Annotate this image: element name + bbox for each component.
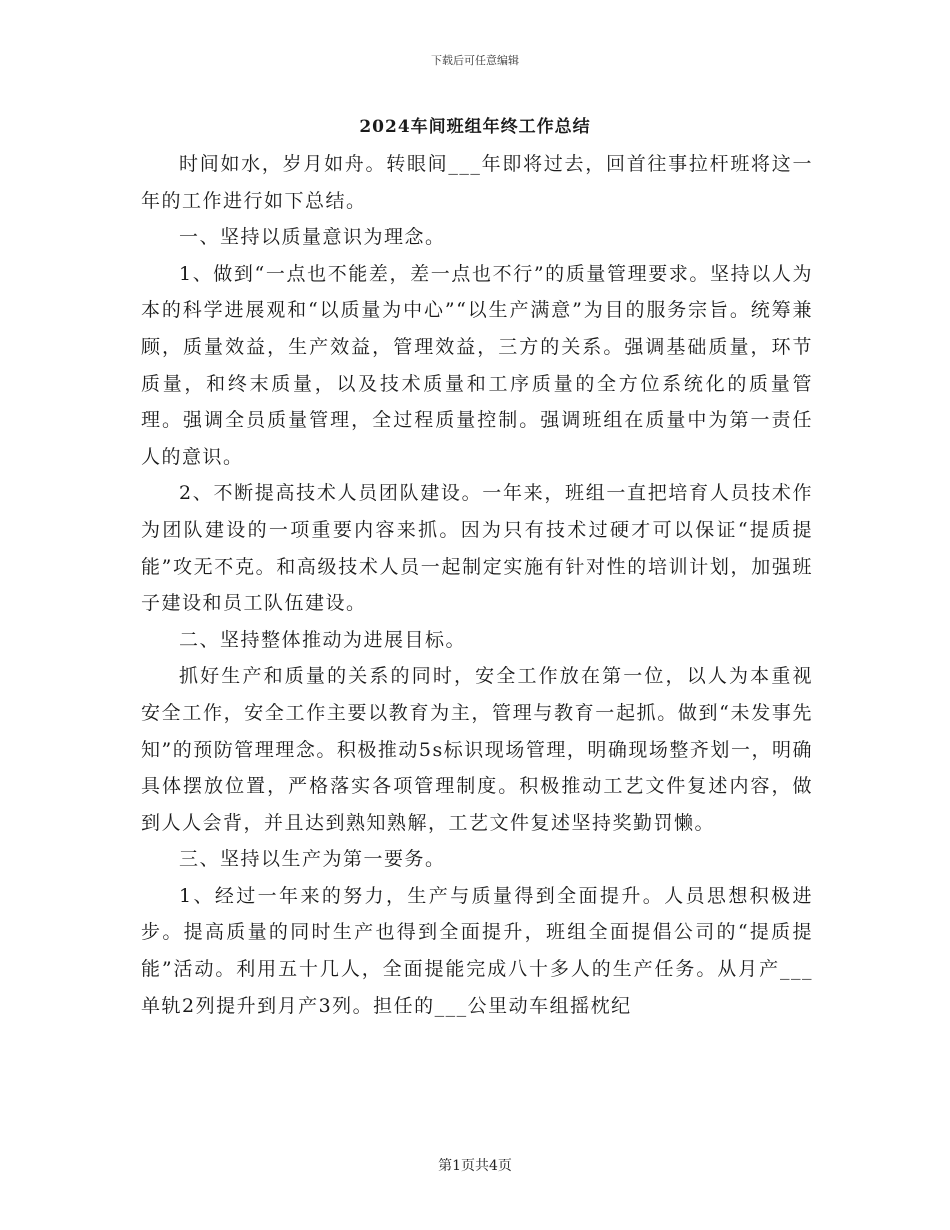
section-heading-3: 三、坚持以生产为第一要务。 <box>179 848 446 871</box>
section-heading-2: 二、坚持整体推动为进展目标。 <box>179 628 467 651</box>
page-header-note: 下载后可任意编辑 <box>431 54 519 67</box>
paragraph-1-1: 1、做到“一点也不能差，差一点也不行”的质量管理要求。坚持以人为本的科学进展观和“以质量为中心”“以生产满意”为目的服务宗旨。统筹兼顾，质量效益，生产效益，管理效益，三方的关系。强调基础质量，环节质量，和终末质量，以及技术质量和工序质量的全方位系统化的质量管理。强调全员质量管理，全过程质量控制。强调班组在质量中为第一责任人的意识。 <box>141 262 813 468</box>
section-heading-1: 一、坚持以质量意识为理念。 <box>179 226 446 249</box>
page-footer-number: 第1页共4页 <box>438 1158 512 1174</box>
document-body <box>141 146 813 1024</box>
paragraph-intro: 时间如水，岁月如舟。转眼间___年即将过去，回首往事拉杆班将这一年的工作进行如下总结。 <box>141 153 813 212</box>
document-title: 2024车间班组年终工作总结 <box>359 117 591 137</box>
paragraph-1-2: 2、不断提高技术人员团队建设。一年来，班组一直把培育人员技术作为团队建设的一项重要内容来抓。因为只有技术过硬才可以保证“提质提能”攻无不克。和高级技术人员一起制定实施有针对性的培训计划，加强班子建设和员工队伍建设。 <box>141 482 813 615</box>
paragraph-3-1: 1、经过一年来的努力，生产与质量得到全面提升。人员思想积极进步。提高质量的同时生产也得到全面提升，班组全面提倡公司的“提质提能”活动。利用五十几人，全面提能完成八十多人的生产任务。从月产___单轨2列提升到月产3列。担任的___公里动车组摇枕纪 <box>141 884 813 1017</box>
paragraph-2: 抓好生产和质量的关系的同时，安全工作放在第一位，以人为本重视安全工作，安全工作主要以教育为主，管理与教育一起抓。做到“未发事先知”的预防管理理念。积极推动5s标识现场管理，明确现场整齐划一，明确具体摆放位置，严格落实各项管理制度。积极推动工艺文件复述内容，做到人人会背，并且达到熟知熟解，工艺文件复述坚持奖勤罚懒。 <box>141 665 813 834</box>
